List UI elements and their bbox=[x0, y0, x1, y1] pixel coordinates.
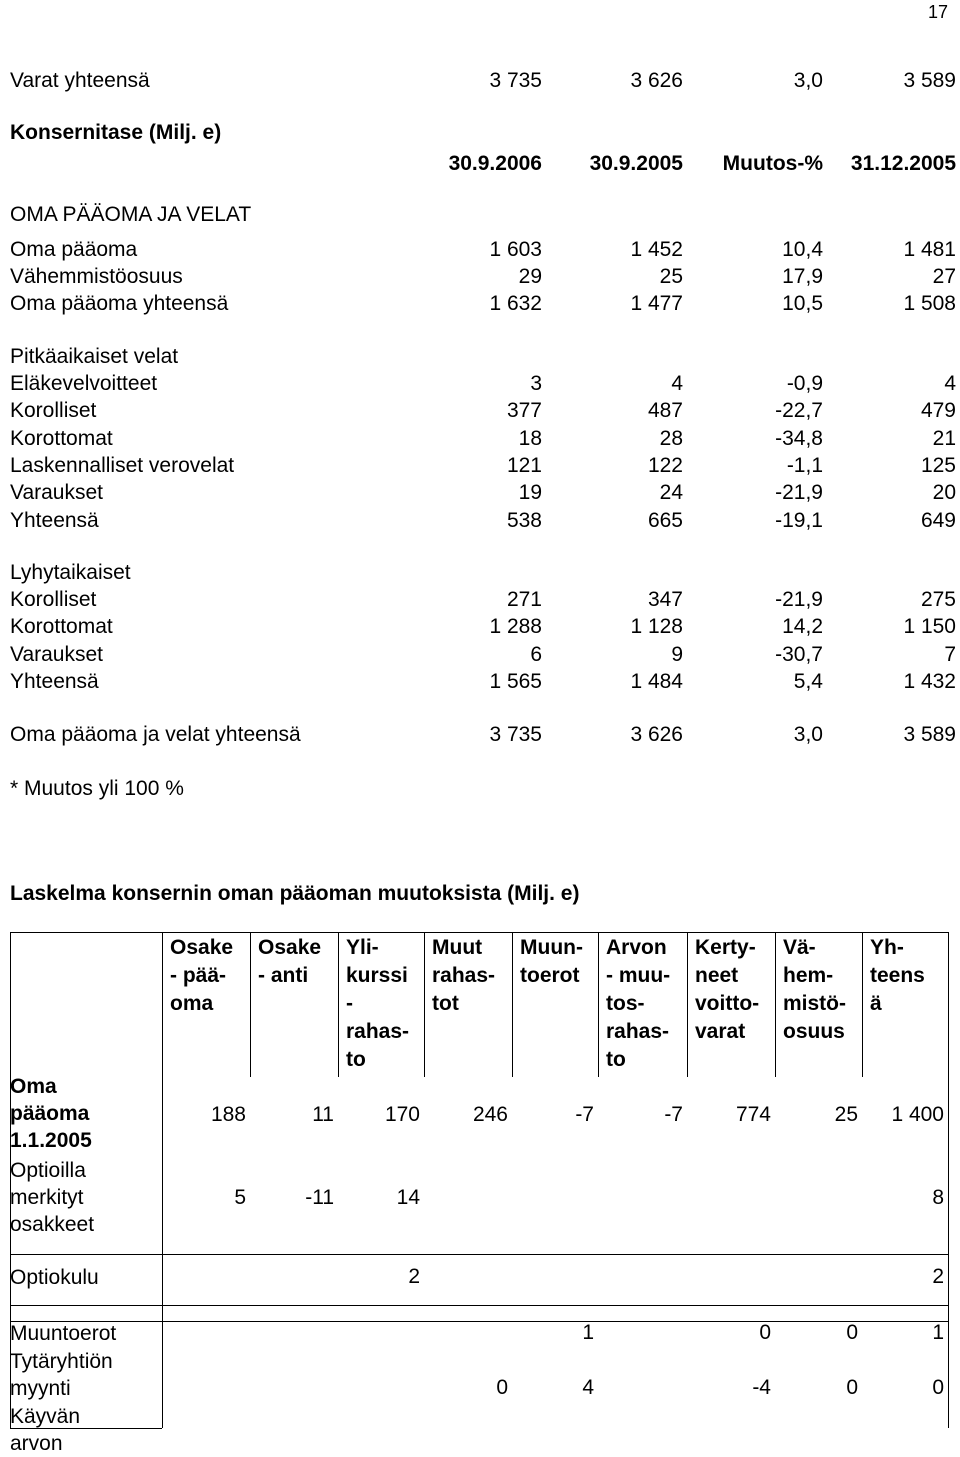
value-change: -0,9 bbox=[786, 372, 823, 395]
value-2006: 6 bbox=[530, 642, 542, 666]
column-header: Arvon - muu- tos- rahas- to bbox=[606, 936, 671, 1071]
long-term-row bbox=[10, 371, 956, 397]
value-2005: 487 bbox=[647, 399, 683, 423]
row-label: Varaukset bbox=[10, 642, 103, 666]
value-2005: 25 bbox=[659, 265, 683, 288]
value-dec-2005: 1 432 bbox=[903, 669, 956, 693]
value-2006: 1 565 bbox=[489, 669, 542, 693]
column-header: Yh- teens ä bbox=[870, 936, 925, 1015]
header-column-divider bbox=[250, 932, 251, 1077]
row-label: Korolliset bbox=[10, 588, 97, 611]
table-cell: 8 bbox=[932, 1186, 944, 1209]
equity-row bbox=[10, 291, 956, 317]
value-2006: 1 603 bbox=[489, 238, 542, 261]
table-border-right bbox=[948, 932, 949, 1428]
value-change: -34,8 bbox=[775, 426, 823, 450]
table-cell: 1 bbox=[582, 1321, 594, 1344]
table-cell: 188 bbox=[210, 1103, 246, 1126]
row-label: Tytäryhtiön myynti bbox=[10, 1350, 113, 1400]
value-2005: 4 bbox=[671, 372, 683, 395]
table-cell: 170 bbox=[384, 1103, 420, 1126]
value-2006: 271 bbox=[506, 588, 542, 611]
value-dec-2005: 3 589 bbox=[903, 723, 956, 746]
column-header: Yli- kurssi - rahas- to bbox=[346, 936, 410, 1071]
table-cell: 246 bbox=[472, 1103, 508, 1126]
value-2005: 1 477 bbox=[630, 292, 683, 315]
value-2005: 24 bbox=[659, 481, 683, 505]
row-label: Korottomat bbox=[10, 426, 113, 450]
value-2005: 28 bbox=[659, 426, 683, 450]
table-cell: 25 bbox=[834, 1103, 858, 1126]
section-title: OMA PÄÄOMA JA VELAT bbox=[10, 203, 252, 226]
row-label: Vähemmistöosuus bbox=[10, 265, 183, 288]
value-2005: 9 bbox=[671, 642, 683, 666]
value-dec-2005: 3 589 bbox=[903, 69, 956, 92]
value-change: -21,9 bbox=[775, 481, 823, 505]
header-column-divider bbox=[512, 932, 513, 1077]
row-label: Käyvän arvon bbox=[10, 1405, 81, 1455]
row-label: Varaukset bbox=[10, 481, 103, 505]
row-label: Eläkevelvoitteet bbox=[10, 372, 158, 395]
table-cell: 774 bbox=[735, 1103, 771, 1126]
value-dec-2005: 649 bbox=[920, 508, 956, 532]
value-change: -30,7 bbox=[775, 642, 823, 666]
row-label: Laskennalliset verovelat bbox=[10, 453, 235, 477]
value-2006: 18 bbox=[518, 426, 542, 450]
short-term-row bbox=[10, 642, 956, 668]
value-2006: 1 288 bbox=[489, 615, 542, 639]
value-2006: 1 632 bbox=[489, 292, 542, 315]
value-change: -19,1 bbox=[775, 508, 823, 532]
header-column-divider bbox=[687, 932, 688, 1077]
liabilities-total-row bbox=[10, 722, 956, 748]
long-term-row bbox=[10, 426, 956, 452]
column-header: Vä- hem- mistö- osuus bbox=[783, 936, 846, 1043]
row-label: Korolliset bbox=[10, 399, 97, 423]
table-cell: 4 bbox=[582, 1376, 594, 1399]
value-change: 10,5 bbox=[782, 292, 823, 315]
long-term-row bbox=[10, 508, 956, 534]
value-change: -1,1 bbox=[786, 453, 823, 477]
column-header: Muun- toerot bbox=[520, 936, 583, 987]
value-2005: 3 626 bbox=[630, 723, 683, 746]
value-dec-2005: 4 bbox=[944, 372, 956, 395]
value-2006: 19 bbox=[518, 481, 542, 505]
value-change: 3,0 bbox=[793, 69, 823, 92]
short-term-row bbox=[10, 614, 956, 640]
table-cell: 2 bbox=[932, 1265, 944, 1288]
table-cell: 2 bbox=[408, 1265, 420, 1288]
value-dec-2005: 479 bbox=[920, 399, 956, 423]
table-cell: 0 bbox=[932, 1376, 944, 1399]
equity-row bbox=[10, 264, 956, 290]
value-2005: 347 bbox=[647, 588, 683, 611]
row-label: Yhteensä bbox=[10, 669, 99, 693]
column-header: Muut rahas- tot bbox=[432, 936, 496, 1015]
value-dec-2005: 1 150 bbox=[903, 615, 956, 639]
value-dec-2005: 275 bbox=[920, 588, 956, 611]
table-cell: 0 bbox=[846, 1376, 858, 1399]
column-header: Osake - pää- oma bbox=[170, 936, 234, 1015]
col-header-dec-2005: 31.12.2005 bbox=[850, 152, 956, 175]
table-cell: 11 bbox=[312, 1103, 334, 1126]
row-label: Oma pääoma ja velat yhteensä bbox=[10, 723, 301, 746]
balance-title: Konsernitase (Milj. e) bbox=[10, 121, 222, 144]
value-change: 17,9 bbox=[782, 265, 823, 288]
section-subtitle: Lyhytaikaiset bbox=[10, 561, 131, 584]
header-column-divider bbox=[862, 932, 863, 1077]
value-change: 3,0 bbox=[793, 723, 823, 746]
value-2006: 3 735 bbox=[489, 723, 542, 746]
row-label: Muuntoerot bbox=[10, 1322, 117, 1345]
value-2005: 665 bbox=[647, 508, 683, 532]
value-dec-2005: 1 508 bbox=[903, 292, 956, 315]
table-cell: 14 bbox=[396, 1186, 420, 1209]
short-term-row bbox=[10, 587, 956, 613]
equity-changes-title: Laskelma konsernin oman pääoman muutoksista (Milj. e) bbox=[10, 882, 580, 905]
short-term-title-row bbox=[10, 560, 956, 586]
row-label: Optioilla merkityt osakkeet bbox=[10, 1159, 95, 1236]
row-label: Oma pääoma 1.1.2005 bbox=[10, 1075, 92, 1152]
column-header: Kerty- neet voitto- varat bbox=[695, 936, 760, 1043]
table-cell: 0 bbox=[759, 1321, 771, 1344]
column-header: Osake - anti bbox=[258, 936, 322, 987]
short-term-row bbox=[10, 669, 956, 695]
long-term-row bbox=[10, 453, 956, 479]
value-dec-2005: 7 bbox=[944, 642, 956, 666]
value-2005: 1 452 bbox=[630, 238, 683, 261]
value-dec-2005: 21 bbox=[932, 426, 956, 450]
table-border-top bbox=[10, 932, 948, 933]
value-2006: 3 735 bbox=[489, 69, 542, 92]
value-change: 5,4 bbox=[793, 669, 823, 693]
value-2006: 121 bbox=[506, 453, 542, 477]
value-change: -22,7 bbox=[775, 399, 823, 423]
column-header-row bbox=[10, 151, 956, 177]
value-change: 10,4 bbox=[782, 238, 823, 261]
equity-row bbox=[10, 237, 956, 263]
table-cell: -7 bbox=[664, 1103, 683, 1126]
table-cell: 0 bbox=[846, 1321, 858, 1344]
value-dec-2005: 27 bbox=[932, 265, 956, 288]
header-column-divider bbox=[598, 932, 599, 1077]
long-term-title-row bbox=[10, 344, 956, 370]
table-cell: -4 bbox=[752, 1376, 771, 1399]
value-2006: 538 bbox=[506, 508, 542, 532]
header-column-divider bbox=[775, 932, 776, 1077]
col-header-change: Muutos-% bbox=[722, 152, 823, 175]
table-cell: -11 bbox=[305, 1186, 334, 1209]
table-cell: 1 bbox=[932, 1321, 944, 1344]
row-label: Yhteensä bbox=[10, 508, 99, 532]
value-dec-2005: 125 bbox=[920, 453, 956, 477]
header-column-divider bbox=[162, 932, 163, 1077]
col-header-2005: 30.9.2005 bbox=[589, 152, 683, 175]
table-row-divider bbox=[10, 1305, 948, 1306]
table-cell: 1 400 bbox=[891, 1103, 944, 1126]
value-2005: 1 484 bbox=[630, 669, 683, 693]
label-column-divider bbox=[162, 1077, 163, 1428]
assets-total-row bbox=[10, 68, 956, 94]
long-term-row bbox=[10, 480, 956, 506]
row-label: Optiokulu bbox=[10, 1266, 99, 1289]
value-change: 14,2 bbox=[782, 615, 823, 639]
row-label: Korottomat bbox=[10, 615, 113, 639]
table-cell: -7 bbox=[575, 1103, 594, 1126]
footnote: * Muutos yli 100 % bbox=[10, 777, 184, 800]
table-cell: 5 bbox=[234, 1186, 246, 1209]
value-2005: 3 626 bbox=[630, 69, 683, 92]
row-label: Oma pääoma bbox=[10, 238, 138, 261]
value-2006: 29 bbox=[518, 265, 542, 288]
value-2006: 377 bbox=[506, 399, 542, 423]
value-2005: 1 128 bbox=[630, 615, 683, 639]
row-label: Varat yhteensä bbox=[10, 69, 150, 92]
row-label: Oma pääoma yhteensä bbox=[10, 292, 229, 315]
header-column-divider bbox=[424, 932, 425, 1077]
long-term-row bbox=[10, 398, 956, 424]
page-number: 17 bbox=[927, 2, 948, 22]
table-row-divider bbox=[10, 1254, 948, 1255]
value-dec-2005: 1 481 bbox=[903, 238, 956, 261]
section-subtitle: Pitkäaikaiset velat bbox=[10, 345, 179, 368]
value-dec-2005: 20 bbox=[932, 481, 956, 505]
table-cell: 0 bbox=[496, 1376, 508, 1399]
value-2005: 122 bbox=[647, 453, 683, 477]
col-header-2006: 30.9.2006 bbox=[448, 152, 542, 175]
header-column-divider bbox=[338, 932, 339, 1077]
value-change: -21,9 bbox=[775, 588, 823, 611]
value-2006: 3 bbox=[530, 372, 542, 395]
